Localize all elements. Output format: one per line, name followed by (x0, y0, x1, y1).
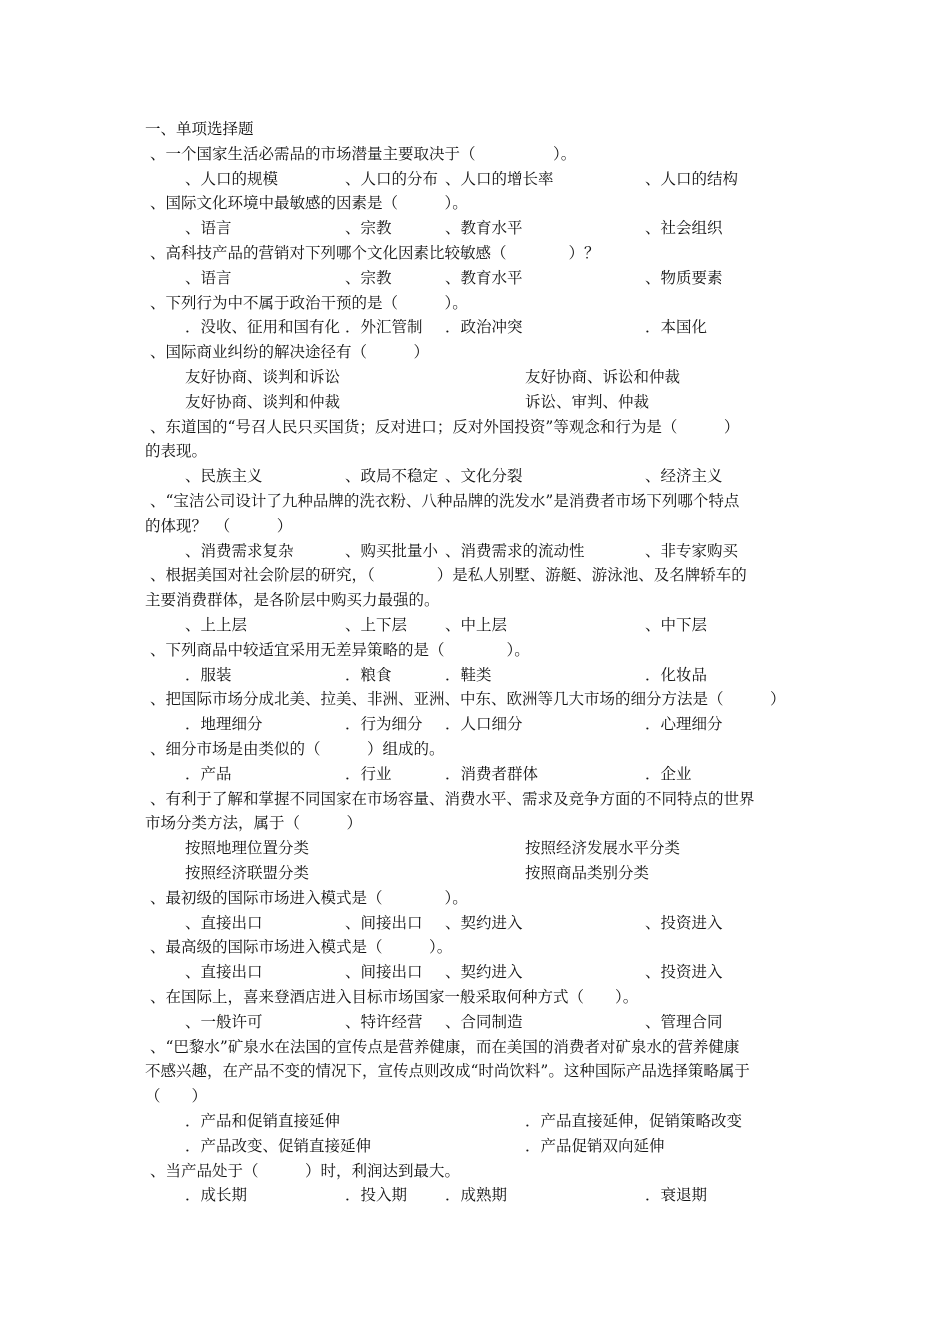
answer-option: ．产品直接延伸，促销策略改变 (525, 1112, 743, 1130)
option-row (145, 315, 815, 340)
answer-option: 、消费需求复杂 (185, 541, 294, 560)
question-stem-text: 、最高级的国际市场进入模式是（ ）。 (150, 938, 453, 957)
answer-option: ．成长期 (185, 1186, 248, 1205)
question-stem (145, 787, 815, 812)
question-stem-text: 、东道国的“号召人民只买国货；反对进口；反对外国投资”等观念和行为是（ ） (150, 417, 740, 436)
option-row (145, 539, 815, 564)
question-stem-text: 、下列商品中较适宜采用无差异策略的是（ ）。 (150, 640, 530, 659)
question-stem-text: 、把国际市场分成北美、拉美、非洲、亚洲、中东、欧洲等几大市场的细分方法是（ ） (150, 690, 786, 709)
option-row (145, 390, 815, 415)
question-stem-text: 、根据美国对社会阶层的研究，（ ）是私人别墅、游艇、游泳池、及名牌轿车的 (150, 566, 747, 585)
section-title-text: 一、单项选择题 (145, 120, 254, 138)
option-row (145, 712, 815, 737)
question-stem (145, 588, 815, 613)
answer-option: 按照地理位置分类 (185, 839, 310, 858)
answer-option: 、契约进入 (445, 913, 523, 932)
answer-option: 友好协商、诉讼和仲裁 (525, 368, 681, 386)
question-stem-text: 主要消费群体，是各阶层中购买力最强的。 (145, 591, 440, 610)
answer-option: 、间接出口 (345, 913, 423, 932)
answer-option: 、教育水平 (445, 219, 523, 238)
answer-option: 按照商品类别分类 (525, 864, 650, 882)
answer-option: 、经济主义 (645, 467, 723, 486)
option-row (145, 762, 815, 787)
answer-option: 、一般许可 (185, 1012, 263, 1031)
question-stem (145, 563, 815, 588)
option-row (145, 167, 815, 192)
option-row (145, 464, 815, 489)
option-row (145, 663, 815, 688)
question-stem (145, 514, 815, 539)
answer-option: 、人口的分布 (345, 169, 439, 188)
answer-option: ．没收、征用和国有化 (185, 318, 341, 337)
answer-option: ．投入期 (345, 1186, 408, 1205)
option-row (145, 960, 815, 985)
answer-option: 、上下层 (345, 616, 408, 634)
answer-option: ．产品促销双向延伸 (525, 1136, 665, 1155)
answer-option: 、投资进入 (645, 963, 723, 982)
question-stem-text: （ ） (145, 1087, 208, 1106)
option-row (145, 836, 815, 861)
answer-option: ．外汇管制 (345, 318, 423, 337)
answer-option: 、中上层 (445, 616, 508, 634)
question-stem (145, 985, 815, 1010)
question-stem-text: 、“巴黎水”矿泉水在法国的宣传点是营养健康，而在美国的消费者对矿泉水的营养健康 (150, 1037, 740, 1056)
answer-option: ．消费者群体 (445, 764, 539, 783)
question-stem-text: 的体现？ （ ） (145, 516, 293, 535)
answer-option: 诉讼、审判、仲裁 (525, 392, 650, 411)
answer-option: 、文化分裂 (445, 467, 523, 486)
answer-option: 、宗教 (345, 219, 392, 238)
answer-option: 、间接出口 (345, 963, 423, 982)
answer-option: ．政治冲突 (445, 318, 523, 337)
answer-option: 、直接出口 (185, 963, 263, 982)
answer-option: 、购买批量小 (345, 541, 439, 560)
answer-option: 、特许经营 (345, 1012, 423, 1031)
answer-option: 、人口的规模 (185, 169, 279, 188)
question-stem-text: 、国际商业纠纷的解决途径有（ ） (150, 343, 430, 362)
question-stem (145, 340, 815, 365)
option-row (145, 365, 815, 390)
answer-option: ．服装 (185, 665, 232, 684)
question-stem (145, 1059, 815, 1084)
answer-option: 、中下层 (645, 616, 708, 634)
question-stem-text: 不感兴趣，在产品不变的情况下，宣传点则改成“时尚饮料”。这种国际产品选择策略属于 (145, 1062, 750, 1081)
option-row (145, 1134, 815, 1159)
question-stem-text: 、最初级的国际市场进入模式是（ ）。 (150, 888, 468, 907)
answer-option: ．产品改变、促销直接延伸 (185, 1136, 372, 1155)
option-row (145, 216, 815, 241)
answer-option: 、宗教 (345, 268, 392, 287)
option-row (145, 861, 815, 886)
answer-option: 、人口的增长率 (445, 169, 554, 188)
question-stem-text: 、细分市场是由类似的（ ）组成的。 (150, 740, 445, 758)
answer-option: ．本国化 (645, 318, 708, 337)
question-stem (145, 811, 815, 836)
question-stem (145, 415, 815, 440)
question-stem (145, 142, 815, 167)
answer-option: ．鞋类 (445, 665, 492, 684)
answer-option: 、物质要素 (645, 268, 723, 287)
answer-option: 、语言 (185, 268, 232, 287)
answer-option: 、投资进入 (645, 913, 723, 932)
question-stem (145, 1159, 815, 1184)
answer-option: ．成熟期 (445, 1186, 508, 1205)
answer-option: ．粮食 (345, 665, 392, 684)
question-stem-text: 、一个国家生活必需品的市场潜量主要取决于（ ）。 (150, 144, 577, 163)
answer-option: ．心理细分 (645, 715, 723, 734)
question-stem-text: 、在国际上，喜来登酒店进入目标市场国家一般采取何种方式（ ）。 (150, 988, 639, 1006)
question-stem (145, 687, 815, 712)
answer-option: 、教育水平 (445, 268, 523, 287)
question-stem-text: 、当产品处于（ ）时，利润达到最大。 (150, 1161, 461, 1180)
question-stem-text: 、下列行为中不属于政治干预的是（ ）。 (150, 293, 468, 312)
answer-option: ．产品和促销直接延伸 (185, 1112, 341, 1130)
answer-option: ．行为细分 (345, 715, 423, 734)
question-stem (145, 191, 815, 216)
answer-option: 、上上层 (185, 616, 248, 634)
question-stem-text: 、国际文化环境中最敏感的因素是（ ）。 (150, 194, 468, 213)
answer-option: 、语言 (185, 219, 232, 238)
option-row (145, 613, 815, 638)
answer-option: 友好协商、谈判和仲裁 (185, 392, 341, 411)
question-stem (145, 439, 815, 464)
section-title (145, 117, 815, 142)
answer-option: ．衰退期 (645, 1186, 708, 1205)
question-stem-text: 、高科技产品的营销对下列哪个文化因素比较敏感（ ）？ (150, 244, 600, 262)
question-stem-text: 市场分类方法，属于（ ） (145, 814, 363, 833)
answer-option: ．地理细分 (185, 715, 263, 734)
answer-option: 按照经济发展水平分类 (525, 839, 681, 858)
answer-option: ．行业 (345, 764, 392, 783)
answer-option: 、合同制造 (445, 1012, 523, 1031)
question-stem (145, 1035, 815, 1060)
option-row (145, 911, 815, 936)
answer-option: ．人口细分 (445, 715, 523, 734)
option-row (145, 266, 815, 291)
answer-option: 、管理合同 (645, 1012, 723, 1031)
question-stem-text: 、有利于了解和掌握不同国家在市场容量、消费水平、需求及竞争方面的不同特点的世界 (150, 789, 755, 808)
answer-option: ．化妆品 (645, 665, 708, 684)
question-stem-text: 的表现。 (145, 442, 208, 461)
answer-option: 、契约进入 (445, 963, 523, 982)
option-row (145, 1183, 815, 1208)
answer-option: ．产品 (185, 764, 232, 783)
answer-option: 、社会组织 (645, 219, 723, 238)
answer-option: 、政局不稳定 (345, 467, 439, 486)
answer-option: 按照经济联盟分类 (185, 864, 310, 882)
answer-option: 友好协商、谈判和诉讼 (185, 368, 341, 386)
option-row (145, 1109, 815, 1134)
question-stem (145, 935, 815, 960)
question-stem-text: 、“宝洁公司设计了九种品牌的洗衣粉、八种品牌的洗发水”是消费者市场下列哪个特点 (150, 492, 740, 510)
answer-option: 、人口的结构 (645, 169, 739, 188)
question-stem (145, 638, 815, 663)
question-stem (145, 489, 815, 514)
question-stem (145, 1084, 815, 1109)
question-stem (145, 737, 815, 762)
answer-option: 、直接出口 (185, 913, 263, 932)
option-row (145, 1010, 815, 1035)
answer-option: 、消费需求的流动性 (445, 541, 585, 560)
question-stem (145, 291, 815, 316)
answer-option: 、民族主义 (185, 467, 263, 486)
question-stem (145, 241, 815, 266)
answer-option: ．企业 (645, 764, 692, 783)
answer-option: 、非专家购买 (645, 541, 739, 560)
question-stem (145, 886, 815, 911)
